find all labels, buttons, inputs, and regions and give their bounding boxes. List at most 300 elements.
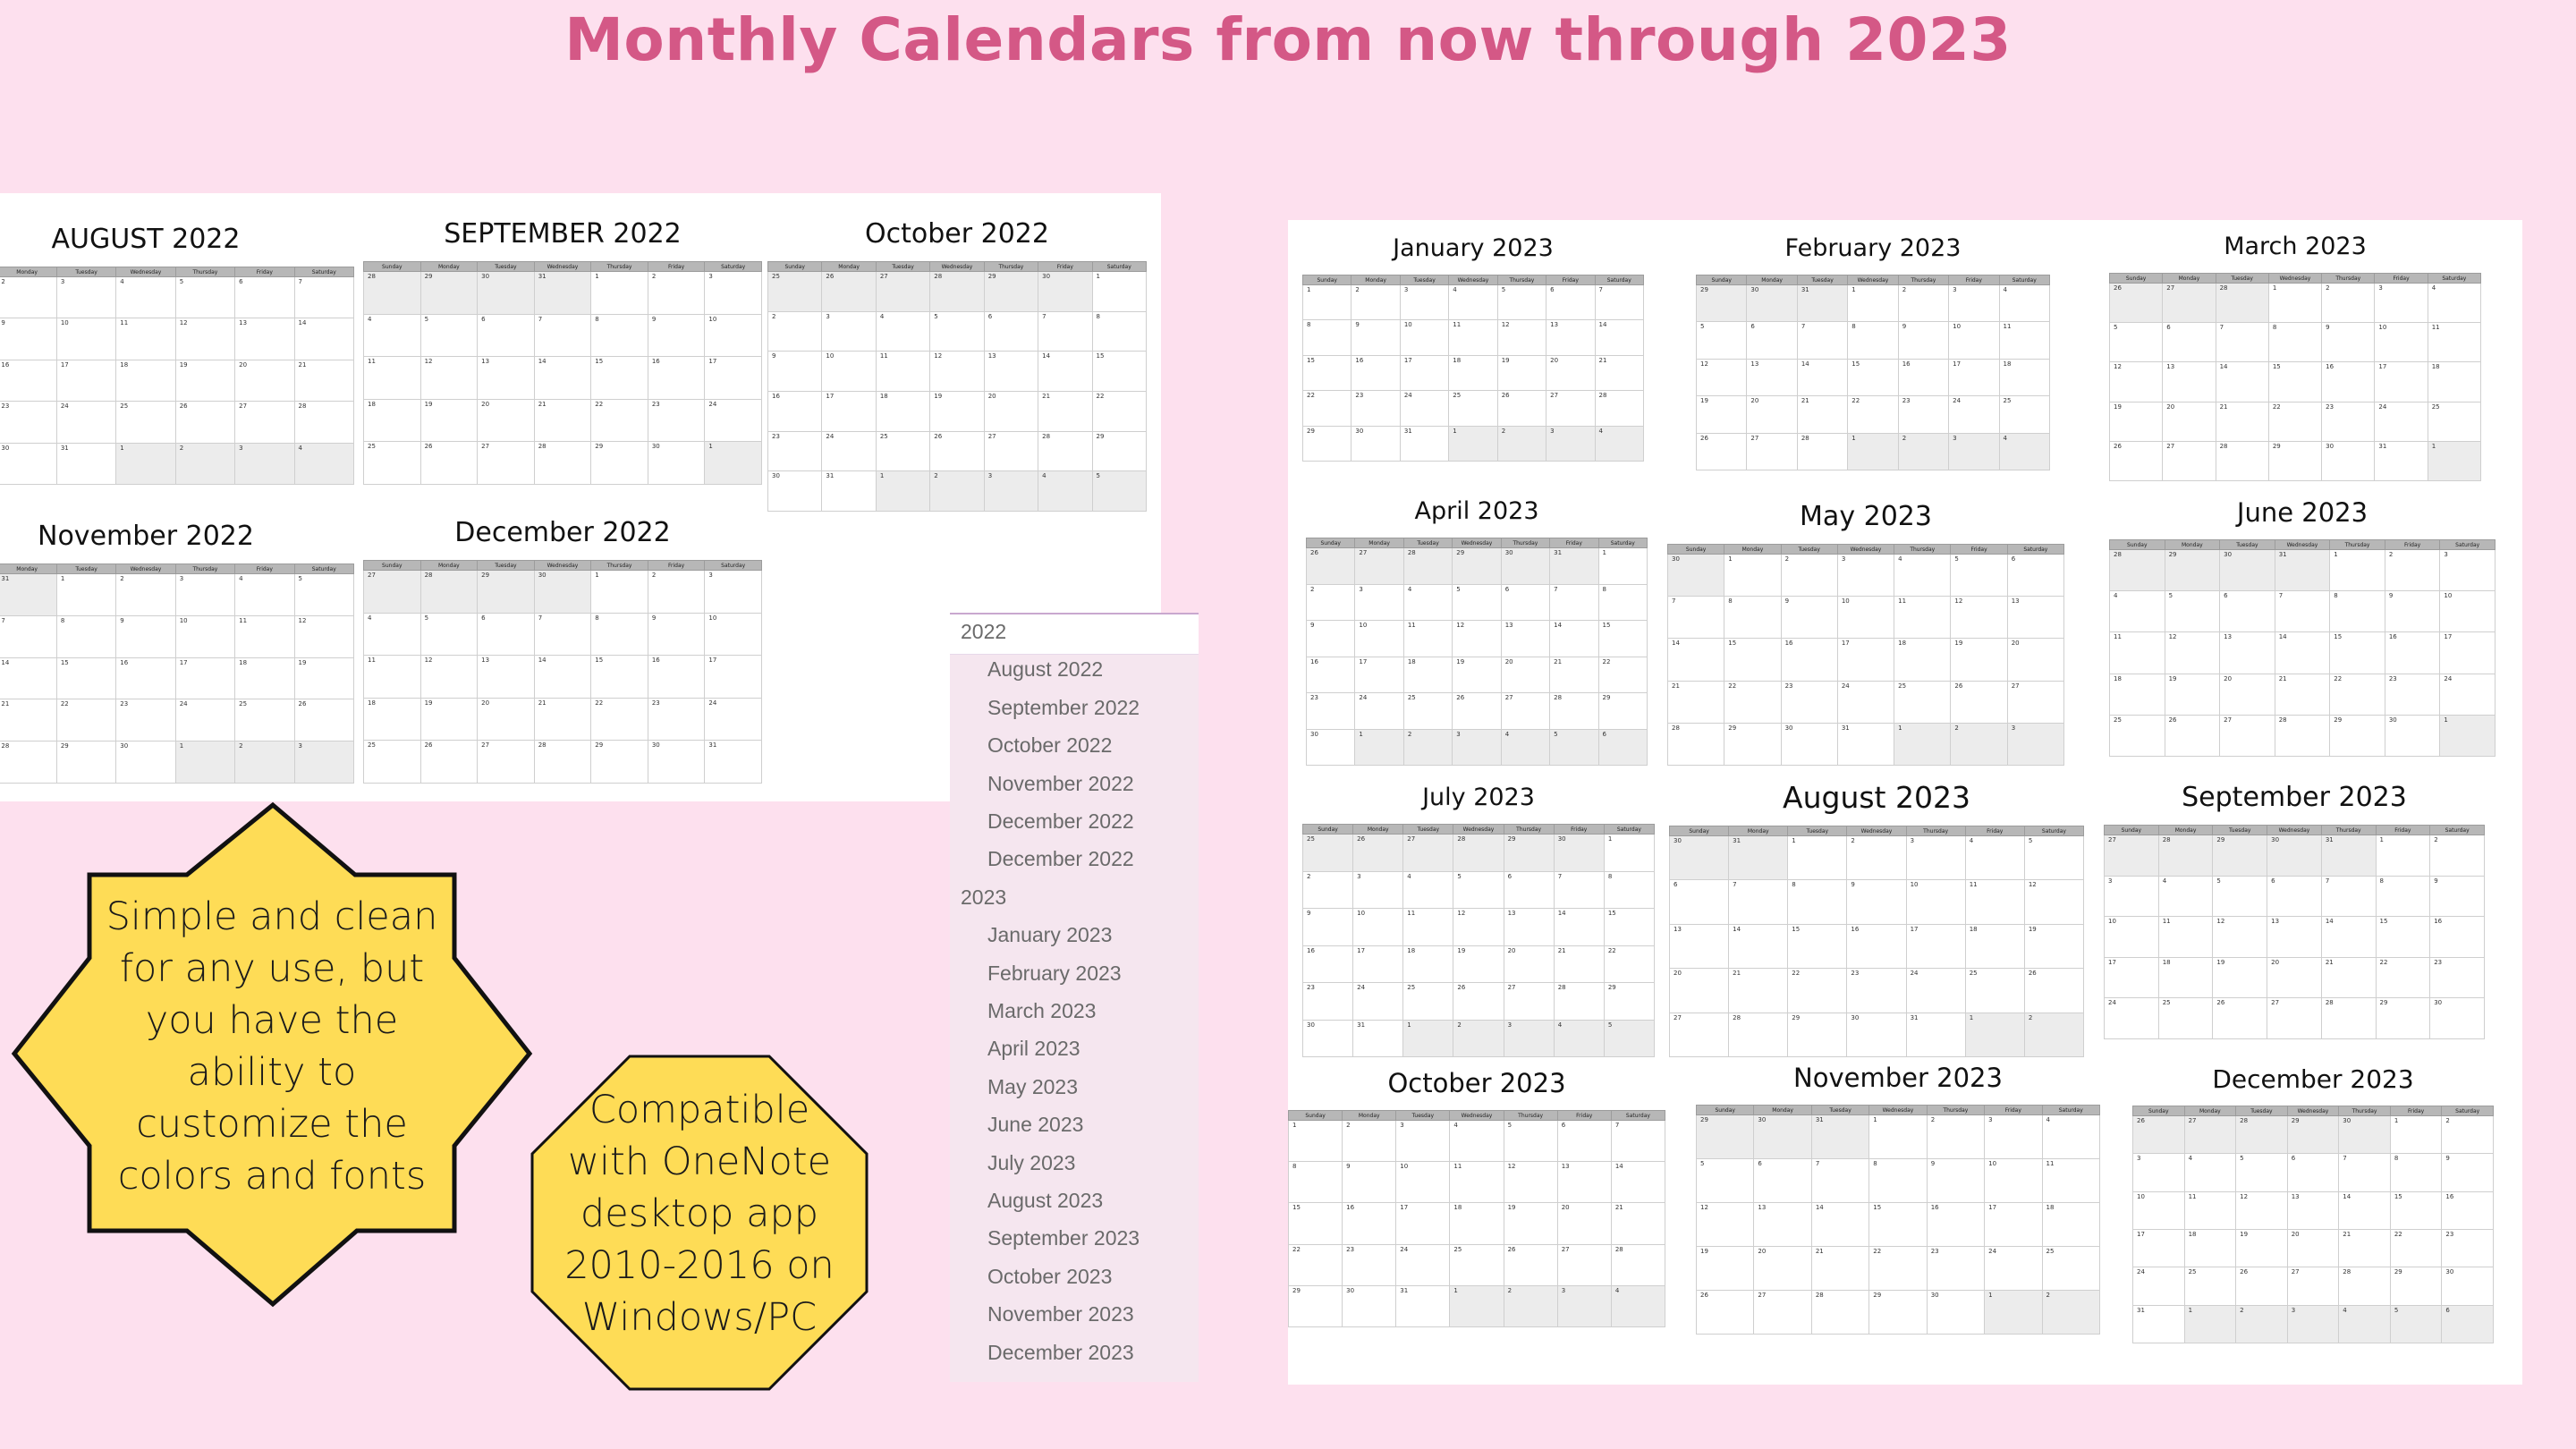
day-cell: 4	[294, 443, 353, 484]
day-cell: 14	[1038, 352, 1092, 392]
day-cell: 28	[2236, 1116, 2288, 1154]
day-cell: 18	[2184, 1229, 2236, 1267]
day-cell: 6	[1598, 729, 1647, 766]
day-cell: 1	[1788, 836, 1847, 880]
day-cell: 12	[930, 352, 984, 392]
day-cell: 1	[1848, 285, 1898, 322]
day-cell: 11	[2110, 632, 2165, 674]
section-tab-2023[interactable]: 2023	[961, 885, 1007, 909]
day-cell: 2	[1781, 555, 1837, 597]
day-cell: 17	[1396, 1203, 1450, 1244]
week-row	[364, 571, 762, 614]
week-row	[768, 391, 1147, 431]
day-cell: 24	[175, 699, 234, 741]
weekday-header: Thursday	[591, 561, 648, 571]
day-cell: 13	[2287, 1191, 2339, 1229]
day-cell: 6	[1557, 1121, 1611, 1162]
y2023-calendar-6	[1302, 784, 1655, 1057]
day-cell: 14	[1550, 621, 1598, 657]
day-cell: 5	[2110, 323, 2163, 362]
day-cell: 19	[2165, 674, 2220, 715]
day-cell: 3	[1906, 836, 1965, 880]
day-cell: 31	[2375, 441, 2428, 480]
day-cell: 14	[1668, 639, 1724, 681]
day-cell: 15	[1598, 621, 1647, 657]
page-item[interactable]: April 2023	[987, 1037, 1080, 1061]
day-cell: 11	[1403, 909, 1453, 946]
page-item[interactable]: December 2022	[987, 809, 1134, 833]
weekday-header: Tuesday	[56, 564, 115, 574]
week-row	[0, 402, 354, 443]
day-cell: 6	[1747, 322, 1797, 359]
day-cell: 26	[1504, 1244, 1557, 1285]
weekday-header: Wednesday	[534, 262, 591, 272]
day-cell: 11	[1449, 320, 1497, 355]
day-cell: 1	[1403, 1020, 1453, 1057]
weekday-header: Thursday	[2339, 1106, 2391, 1116]
day-cell: 21	[1038, 391, 1092, 431]
day-cell: 18	[1403, 945, 1453, 983]
day-cell: 11	[2158, 917, 2213, 958]
day-cell: 27	[1754, 1291, 1811, 1335]
page-item[interactable]: October 2022	[987, 733, 1113, 758]
day-cell: 31	[2275, 550, 2330, 591]
day-cell: 2	[1453, 1020, 1504, 1057]
week-row	[364, 272, 762, 315]
weekday-header: Friday	[1965, 826, 2024, 836]
day-cell: 27	[984, 431, 1038, 471]
month-grid	[1669, 826, 2084, 1057]
day-cell: 21	[1797, 396, 1847, 433]
weekday-header: Friday	[1546, 275, 1595, 285]
day-cell: 26	[822, 272, 876, 312]
y2022-calendar-2	[767, 218, 1147, 512]
week-row	[2105, 957, 2485, 998]
day-cell: 1	[1985, 1291, 2042, 1335]
day-cell: 26	[2236, 1267, 2288, 1305]
y2023-calendar-11	[2132, 1064, 2494, 1343]
day-cell: 13	[1747, 359, 1797, 395]
page-item[interactable]: July 2023	[987, 1150, 1076, 1174]
day-cell: 10	[1949, 322, 1999, 359]
day-cell: 1	[1450, 1285, 1504, 1326]
week-row	[364, 698, 762, 741]
day-cell: 21	[1611, 1203, 1665, 1244]
day-cell: 30	[116, 741, 175, 784]
weekday-header: Saturday	[705, 262, 762, 272]
page-item[interactable]: November 2022	[987, 771, 1134, 795]
day-cell: 14	[2216, 362, 2268, 402]
day-cell: 22	[591, 698, 648, 741]
day-cell: 27	[1557, 1244, 1611, 1285]
week-row	[2105, 998, 2485, 1039]
day-cell: 29	[2213, 835, 2267, 877]
day-cell: 23	[2442, 1229, 2494, 1267]
day-cell: 4	[1999, 433, 2049, 470]
month-title: September 2023	[2182, 782, 2407, 813]
y2023-calendar-8	[2104, 782, 2485, 1039]
day-cell: 6	[2287, 1154, 2339, 1191]
day-cell: 7	[1550, 584, 1598, 621]
day-cell: 1	[2268, 284, 2321, 323]
weekday-header: Friday	[648, 561, 705, 571]
month-grid	[2109, 539, 2496, 757]
day-cell: 28	[1554, 983, 1604, 1021]
day-cell: 1	[1848, 433, 1898, 470]
weekday-header: Wednesday	[1453, 825, 1504, 835]
day-cell: 5	[420, 314, 478, 357]
page-item[interactable]: November 2023	[987, 1302, 1134, 1326]
weekday-header: Friday	[1038, 262, 1092, 272]
day-cell: 24	[2375, 402, 2428, 441]
weekday-header: Friday	[2390, 1106, 2442, 1116]
day-cell: 29	[1724, 723, 1781, 765]
page-item[interactable]: October 2023	[987, 1264, 1113, 1288]
day-cell: 4	[2158, 876, 2213, 917]
day-cell: 4	[1450, 1121, 1504, 1162]
weekday-header: Tuesday	[1788, 826, 1847, 836]
page-item[interactable]: September 2022	[987, 695, 1140, 719]
day-cell: 27	[2163, 284, 2216, 323]
day-cell: 2	[1497, 426, 1546, 461]
day-cell: 3	[2287, 1305, 2339, 1343]
weekday-header: Thursday	[2322, 274, 2375, 284]
day-cell: 3	[1557, 1285, 1611, 1326]
day-cell: 4	[364, 314, 421, 357]
week-row	[1289, 1203, 1665, 1244]
weekday-header: Wednesday	[534, 561, 591, 571]
day-cell: 13	[478, 656, 535, 699]
day-cell: 4	[364, 613, 421, 656]
day-cell: 27	[2220, 715, 2275, 756]
day-cell: 6	[2163, 323, 2216, 362]
y2023-calendar-5	[2109, 497, 2496, 757]
day-cell: 28	[534, 442, 591, 485]
day-cell: 4	[1501, 729, 1549, 766]
week-row	[1668, 681, 2064, 723]
day-cell: 16	[1307, 657, 1355, 693]
day-cell: 18	[2428, 362, 2480, 402]
day-cell: 24	[1353, 983, 1403, 1021]
day-cell: 3	[2440, 550, 2496, 591]
day-cell: 22	[1598, 657, 1647, 693]
day-cell: 16	[2442, 1191, 2494, 1229]
day-cell: 3	[2007, 723, 2063, 765]
week-row	[2133, 1305, 2494, 1343]
day-cell: 4	[235, 574, 294, 616]
day-cell: 26	[420, 442, 478, 485]
day-cell: 31	[0, 574, 56, 616]
day-cell: 13	[2267, 917, 2322, 958]
day-cell: 30	[1927, 1291, 1984, 1335]
day-cell: 22	[2390, 1229, 2442, 1267]
day-cell: 26	[294, 699, 353, 741]
day-cell: 23	[648, 698, 705, 741]
day-cell: 29	[1788, 1013, 1847, 1056]
day-cell: 21	[2275, 674, 2330, 715]
week-row	[0, 741, 354, 784]
day-cell: 29	[1604, 983, 1654, 1021]
day-cell: 17	[2105, 957, 2159, 998]
week-row	[1697, 1203, 2100, 1247]
day-cell: 3	[235, 443, 294, 484]
day-cell: 3	[822, 311, 876, 352]
day-cell: 30	[2385, 715, 2440, 756]
page-item[interactable]: February 2023	[987, 961, 1122, 985]
weekday-header: Wednesday	[1837, 545, 1894, 555]
week-row	[364, 314, 762, 357]
day-cell: 29	[478, 571, 535, 614]
page-title: Monthly Calendars from now through 2023	[564, 5, 2012, 74]
day-cell: 28	[364, 272, 421, 315]
day-cell: 25	[116, 402, 175, 443]
day-cell: 2	[235, 741, 294, 784]
month-title: October 2023	[1387, 1068, 1566, 1098]
day-cell: 31	[56, 443, 115, 484]
page-item[interactable]: March 2023	[987, 999, 1097, 1022]
day-cell: 14	[1554, 909, 1604, 946]
day-cell: 8	[1604, 871, 1654, 909]
day-cell: 7	[1595, 285, 1643, 320]
day-cell: 27	[1546, 391, 1595, 426]
day-cell: 1	[1289, 1121, 1343, 1162]
week-row	[2133, 1229, 2494, 1267]
week-row	[364, 613, 762, 656]
week-row	[2133, 1267, 2494, 1305]
day-cell: 29	[2376, 998, 2430, 1039]
week-row	[0, 699, 354, 741]
day-cell: 28	[2216, 441, 2268, 480]
day-cell: 8	[1848, 322, 1898, 359]
month-title: April 2023	[1414, 497, 1539, 525]
y2023-calendar-0	[1302, 234, 1644, 462]
day-cell: 19	[1504, 1203, 1557, 1244]
week-row	[768, 311, 1147, 352]
day-cell: 6	[2007, 555, 2063, 597]
day-cell: 16	[648, 357, 705, 400]
day-cell: 3	[175, 574, 234, 616]
day-cell: 2	[116, 574, 175, 616]
week-row	[1289, 1162, 1665, 1203]
weekday-header: Tuesday	[56, 267, 115, 277]
weekday-header: Monday	[1352, 275, 1400, 285]
day-cell: 25	[364, 741, 421, 784]
weekday-header: Monday	[822, 262, 876, 272]
day-cell: 15	[1848, 359, 1898, 395]
day-cell: 31	[1400, 426, 1448, 461]
weekday-header: Friday	[1550, 538, 1598, 548]
day-cell: 19	[930, 391, 984, 431]
day-cell: 6	[235, 277, 294, 318]
day-cell: 10	[1355, 621, 1403, 657]
day-cell: 20	[2007, 639, 2063, 681]
day-cell: 12	[1453, 621, 1501, 657]
week-row	[1697, 285, 2050, 322]
y2023-calendar-1	[1696, 234, 2050, 470]
day-cell: 20	[984, 391, 1038, 431]
day-cell: 3	[1949, 285, 1999, 322]
weekday-header: Sunday	[1307, 538, 1355, 548]
month-grid	[2104, 825, 2485, 1039]
day-cell: 8	[591, 613, 648, 656]
day-cell: 24	[705, 399, 762, 442]
weekday-header: Wednesday	[116, 267, 175, 277]
week-row	[2110, 674, 2496, 715]
day-cell: 17	[1985, 1203, 2042, 1247]
day-cell: 11	[364, 656, 421, 699]
weekday-header: Sunday	[364, 561, 421, 571]
day-cell: 25	[1965, 969, 2024, 1013]
day-cell: 28	[1668, 723, 1724, 765]
day-cell: 16	[1781, 639, 1837, 681]
day-cell: 8	[1092, 311, 1146, 352]
day-cell: 27	[2184, 1116, 2236, 1154]
weekday-header: Wednesday	[1869, 1106, 1927, 1115]
day-cell: 18	[2110, 674, 2165, 715]
day-cell: 9	[768, 352, 822, 392]
day-cell: 22	[1724, 681, 1781, 723]
day-cell: 23	[2430, 957, 2485, 998]
week-row	[1289, 1244, 1665, 1285]
week-row	[768, 471, 1147, 512]
day-cell: 6	[2442, 1305, 2494, 1343]
week-row	[2110, 550, 2496, 591]
weekday-header: Thursday	[1501, 538, 1549, 548]
week-row	[0, 443, 354, 484]
week-row	[1289, 1285, 1665, 1326]
day-cell: 14	[2275, 632, 2330, 674]
week-row	[1697, 1247, 2100, 1291]
day-cell: 31	[1906, 1013, 1965, 1056]
day-cell: 10	[1837, 597, 1894, 639]
month-grid	[1667, 544, 2064, 766]
day-cell: 2	[2042, 1291, 2099, 1335]
day-cell: 1	[2440, 715, 2496, 756]
day-cell: 15	[1092, 352, 1146, 392]
week-row	[364, 357, 762, 400]
day-cell: 4	[1894, 555, 1951, 597]
weekday-header: Sunday	[1668, 545, 1724, 555]
weekday-header: Saturday	[2440, 540, 2496, 550]
weekday-header: Monday	[1754, 1106, 1811, 1115]
month-title: February 2023	[1784, 234, 1962, 262]
day-cell: 7	[294, 277, 353, 318]
weekday-header: Saturday	[2428, 274, 2480, 284]
day-cell: 24	[2105, 998, 2159, 1039]
day-cell: 23	[1847, 969, 1906, 1013]
weekday-header: Monday	[2158, 826, 2213, 835]
page-item[interactable]: August 2023	[987, 1189, 1104, 1212]
day-cell: 26	[2110, 284, 2163, 323]
page-item[interactable]: December 2022	[987, 847, 1134, 871]
month-title: December 2022	[454, 517, 671, 548]
day-cell: 11	[2428, 323, 2480, 362]
week-row	[1303, 426, 1644, 461]
day-cell: 11	[1894, 597, 1951, 639]
weekday-header: Thursday	[1504, 825, 1554, 835]
section-tab-2022[interactable]: 2022	[961, 620, 1007, 643]
day-cell: 6	[478, 314, 535, 357]
page-item[interactable]: June 2023	[987, 1113, 1084, 1137]
day-cell: 20	[1747, 396, 1797, 433]
day-cell: 28	[1595, 391, 1643, 426]
day-cell: 6	[1504, 871, 1554, 909]
day-cell: 7	[1038, 311, 1092, 352]
weekday-header: Tuesday	[478, 561, 535, 571]
day-cell: 21	[534, 399, 591, 442]
weekday-header: Sunday	[1697, 1106, 1754, 1115]
day-cell: 27	[876, 272, 929, 312]
day-cell: 17	[2440, 632, 2496, 674]
day-cell: 31	[2133, 1305, 2185, 1343]
day-cell: 30	[1668, 555, 1724, 597]
day-cell: 30	[1747, 285, 1797, 322]
day-cell: 16	[0, 360, 56, 401]
weekday-header: Saturday	[1604, 825, 1654, 835]
weekday-header: Sunday	[1697, 275, 1747, 285]
day-cell: 1	[1894, 723, 1951, 765]
onenote-page-list	[950, 613, 1199, 1382]
day-cell: 20	[2287, 1229, 2339, 1267]
day-cell: 30	[1754, 1115, 1811, 1159]
week-row	[2133, 1154, 2494, 1191]
day-cell: 10	[2375, 323, 2428, 362]
day-cell: 17	[822, 391, 876, 431]
day-cell: 25	[1999, 396, 2049, 433]
week-row	[1697, 433, 2050, 470]
page-item[interactable]: August 2022	[987, 657, 1104, 682]
day-cell: 23	[1303, 983, 1353, 1021]
day-cell: 1	[56, 574, 115, 616]
day-cell: 11	[1999, 322, 2049, 359]
week-row	[1307, 548, 1648, 585]
day-cell: 14	[1811, 1203, 1868, 1247]
page-item[interactable]: May 2023	[987, 1074, 1079, 1098]
day-cell: 12	[175, 318, 234, 360]
weekday-header: Wednesday	[2267, 826, 2322, 835]
day-cell: 29	[2390, 1267, 2442, 1305]
month-grid	[363, 560, 762, 784]
weekday-header: Sunday	[2110, 540, 2165, 550]
day-cell: 30	[648, 741, 705, 784]
day-cell: 30	[1781, 723, 1837, 765]
weekday-header: Wednesday	[1449, 275, 1497, 285]
page-item[interactable]: September 2023	[987, 1226, 1140, 1250]
day-cell: 15	[2376, 917, 2430, 958]
weekday-header: Thursday	[2321, 826, 2376, 835]
weekday-header: Thursday	[175, 267, 234, 277]
day-cell: 17	[1837, 639, 1894, 681]
weekday-header: Wednesday	[1450, 1111, 1504, 1121]
day-cell: 6	[2267, 876, 2322, 917]
weekday-header: Friday	[648, 262, 705, 272]
week-row	[1289, 1121, 1665, 1162]
week-row	[2110, 441, 2481, 480]
day-cell: 22	[1604, 945, 1654, 983]
y2023-calendar-3	[1306, 497, 1648, 766]
day-cell: 31	[1396, 1285, 1450, 1326]
day-cell: 25	[235, 699, 294, 741]
day-cell: 3	[2375, 284, 2428, 323]
day-cell: 5	[1453, 871, 1504, 909]
page-item[interactable]: January 2023	[987, 923, 1113, 947]
page-item[interactable]: December 2023	[987, 1340, 1134, 1364]
day-cell: 19	[2024, 924, 2083, 968]
day-cell: 8	[1869, 1159, 1927, 1203]
day-cell: 18	[1965, 924, 2024, 968]
day-cell: 6	[2220, 591, 2275, 632]
week-row	[1303, 320, 1644, 355]
